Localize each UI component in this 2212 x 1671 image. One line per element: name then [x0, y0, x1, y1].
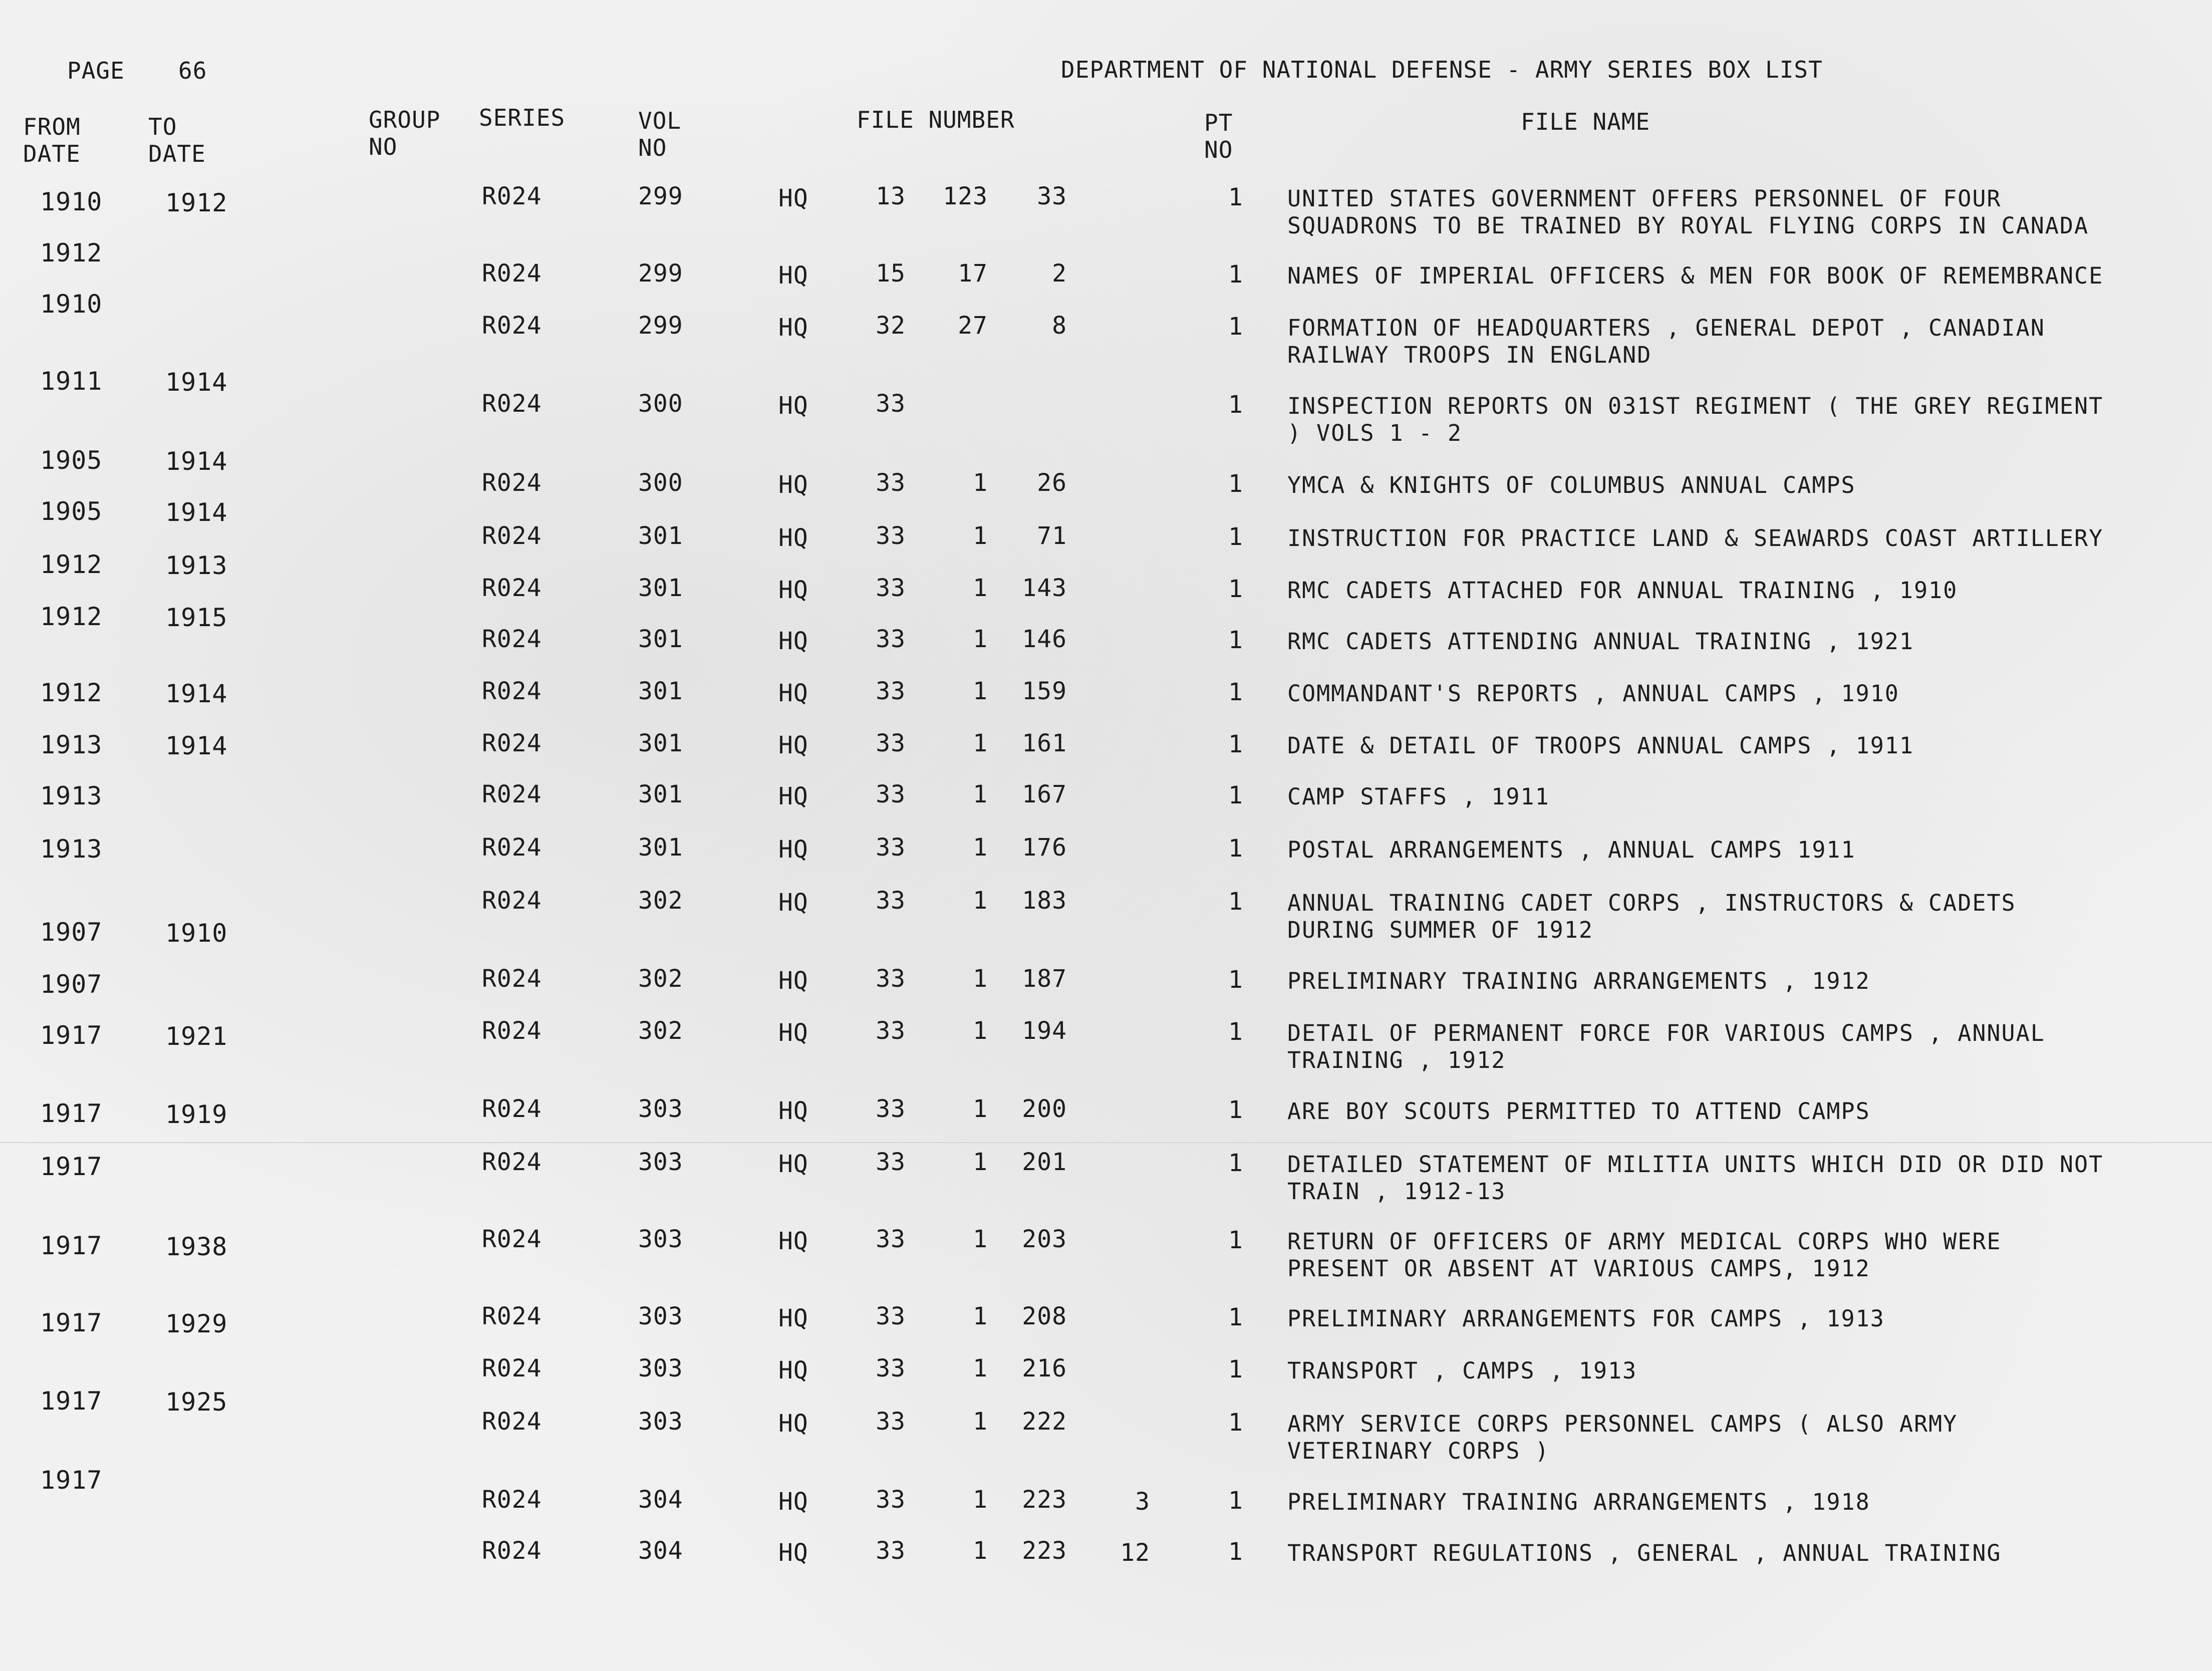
file-name-cell: FORMATION OF HEADQUARTERS , GENERAL DEPOT , CANADIAN RAILWAY TROOPS IN ENGLAND: [1287, 315, 2045, 368]
series-cell: R024: [482, 625, 542, 653]
pt-no-cell: 1: [1228, 1538, 1243, 1566]
file-number-part-1: 33: [876, 1095, 906, 1123]
page-number: 66: [178, 57, 207, 84]
file-name-cell: POSTAL ARRANGEMENTS , ANNUAL CAMPS 1911: [1287, 837, 1856, 863]
from-date: 1913: [40, 781, 103, 810]
file-number-part-3: 183: [1022, 887, 1067, 915]
file-name-cell: DATE & DETAIL OF TROOPS ANNUAL CAMPS , 1911: [1287, 732, 1914, 759]
from-date: 1917: [40, 1021, 103, 1050]
vol-cell: 301: [638, 780, 683, 808]
pt-no-cell: 1: [1228, 626, 1243, 654]
vol-cell: 303: [638, 1225, 683, 1253]
vol-cell: 303: [638, 1148, 683, 1176]
file-number-part-2: 1: [973, 1537, 988, 1565]
file-number-part-3: 216: [1022, 1354, 1067, 1382]
pt-no-cell: 1: [1228, 678, 1243, 706]
to-date: 1929: [165, 1309, 228, 1338]
file-number-part-1: 32: [876, 312, 906, 340]
from-date: 1917: [40, 1308, 103, 1337]
file-number-part-2: 1: [973, 677, 988, 705]
pt-no-cell: 1: [1228, 313, 1243, 341]
file-number-part-1: 33: [876, 780, 906, 808]
file-number-part-2: 1: [973, 965, 988, 993]
col-from-date: FROM DATE: [23, 113, 81, 167]
office-cell: HQ: [778, 576, 808, 604]
vol-cell: 299: [638, 182, 683, 210]
from-date: 1907: [40, 970, 103, 999]
file-name-cell: ARMY SERVICE CORPS PERSONNEL CAMPS ( ALSO ARMY VETERINARY CORPS ): [1287, 1411, 1958, 1464]
col-file-number: FILE NUMBER: [857, 106, 1015, 133]
office-cell: HQ: [778, 1019, 808, 1047]
office-cell: HQ: [778, 782, 808, 810]
file-number-part-1: 33: [876, 574, 906, 602]
pt-no-cell: 1: [1228, 391, 1243, 419]
series-cell: R024: [482, 1148, 542, 1176]
file-number-part-4: 3: [1135, 1488, 1150, 1516]
series-cell: R024: [482, 1354, 542, 1382]
from-date: 1917: [40, 1099, 103, 1128]
to-date: 1914: [165, 368, 228, 397]
series-cell: R024: [482, 1017, 542, 1045]
file-number-part-1: 33: [876, 677, 906, 705]
file-number-part-3: 33: [1037, 182, 1067, 210]
to-date: 1919: [165, 1100, 228, 1129]
file-number-part-2: 1: [973, 1225, 988, 1253]
file-number-part-2: 1: [973, 1017, 988, 1045]
from-date: 1910: [40, 290, 103, 319]
series-cell: R024: [482, 780, 542, 808]
file-number-part-1: 13: [876, 182, 906, 210]
from-date: 1905: [40, 446, 103, 475]
pt-no-cell: 1: [1228, 1355, 1243, 1383]
file-number-part-1: 33: [876, 1148, 906, 1176]
col-vol-no: VOL NO: [638, 107, 682, 161]
office-cell: HQ: [778, 314, 808, 342]
series-cell: R024: [482, 469, 542, 497]
file-number-part-1: 33: [876, 1302, 906, 1330]
file-number-part-3: 8: [1052, 312, 1067, 340]
file-number-part-3: 2: [1052, 259, 1067, 288]
to-date: 1914: [165, 498, 228, 527]
office-cell: HQ: [778, 392, 808, 420]
file-name-cell: CAMP STAFFS , 1911: [1287, 783, 1550, 810]
vol-cell: 301: [638, 625, 683, 653]
pt-no-cell: 1: [1228, 1487, 1243, 1515]
file-name-cell: INSTRUCTION FOR PRACTICE LAND & SEAWARDS COAST ARTILLERY: [1287, 525, 2104, 551]
vol-cell: 301: [638, 729, 683, 757]
vol-cell: 301: [638, 677, 683, 705]
file-number-part-4: 12: [1120, 1539, 1150, 1567]
file-number-part-3: 223: [1022, 1486, 1067, 1514]
file-number-part-3: 146: [1022, 625, 1067, 653]
file-number-part-2: 27: [958, 312, 988, 340]
file-number-part-2: 1: [973, 1408, 988, 1436]
file-name-cell: PRELIMINARY ARRANGEMENTS FOR CAMPS , 1913: [1287, 1305, 1885, 1332]
file-name-cell: INSPECTION REPORTS ON 031ST REGIMENT ( THE GREY REGIMENT ) VOLS 1 - 2: [1287, 393, 2104, 446]
pt-no-cell: 1: [1228, 1303, 1243, 1331]
to-date: 1914: [165, 447, 228, 476]
file-number-part-2: 1: [973, 574, 988, 602]
to-date: 1912: [165, 188, 228, 217]
from-date: 1917: [40, 1231, 103, 1260]
file-number-part-3: 187: [1022, 965, 1067, 993]
file-number-part-3: 194: [1022, 1017, 1067, 1045]
office-cell: HQ: [778, 889, 808, 917]
series-cell: R024: [482, 1537, 542, 1565]
pt-no-cell: 1: [1228, 183, 1243, 211]
to-date: 1914: [165, 731, 228, 760]
vol-cell: 304: [638, 1486, 683, 1514]
pt-no-cell: 1: [1228, 730, 1243, 758]
from-date: 1917: [40, 1466, 103, 1495]
file-number-part-3: 200: [1022, 1095, 1067, 1123]
page-title: DEPARTMENT OF NATIONAL DEFENSE - ARMY SERIES BOX LIST: [1061, 56, 1823, 83]
pt-no-cell: 1: [1228, 966, 1243, 994]
series-cell: R024: [482, 522, 542, 550]
file-name-cell: TRANSPORT REGULATIONS , GENERAL , ANNUAL TRAINING: [1287, 1540, 2002, 1566]
file-number-part-2: 1: [973, 522, 988, 550]
file-number-part-2: 1: [973, 833, 988, 862]
vol-cell: 302: [638, 965, 683, 993]
file-name-cell: RMC CADETS ATTACHED FOR ANNUAL TRAINING , 1910: [1287, 577, 1958, 604]
vol-cell: 299: [638, 259, 683, 288]
pt-no-cell: 1: [1228, 523, 1243, 551]
vol-cell: 301: [638, 574, 683, 602]
office-cell: HQ: [778, 679, 808, 707]
office-cell: HQ: [778, 967, 808, 995]
file-number-part-3: 222: [1022, 1408, 1067, 1436]
pt-no-cell: 1: [1228, 470, 1243, 498]
pt-no-cell: 1: [1228, 834, 1243, 863]
file-number-part-1: 33: [876, 965, 906, 993]
office-cell: HQ: [778, 471, 808, 499]
file-name-cell: RMC CADETS ATTENDING ANNUAL TRAINING , 1921: [1287, 628, 1914, 655]
office-cell: HQ: [778, 1410, 808, 1438]
file-number-part-3: 201: [1022, 1148, 1067, 1176]
pt-no-cell: 1: [1228, 1226, 1243, 1254]
vol-cell: 303: [638, 1095, 683, 1123]
file-number-part-2: 1: [973, 1148, 988, 1176]
col-pt-no: PT NO: [1204, 109, 1233, 163]
series-cell: R024: [482, 1302, 542, 1330]
page-label: PAGE: [67, 57, 125, 84]
file-number-part-2: 1: [973, 887, 988, 915]
from-date: 1917: [40, 1152, 103, 1181]
pt-no-cell: 1: [1228, 575, 1243, 603]
file-number-part-3: 71: [1037, 522, 1067, 550]
vol-cell: 303: [638, 1302, 683, 1330]
office-cell: HQ: [778, 1488, 808, 1516]
to-date: 1921: [165, 1022, 228, 1051]
vol-cell: 301: [638, 833, 683, 862]
vol-cell: 303: [638, 1354, 683, 1382]
file-number-part-3: 167: [1022, 780, 1067, 808]
vol-cell: 302: [638, 887, 683, 915]
office-cell: HQ: [778, 1097, 808, 1125]
series-cell: R024: [482, 1225, 542, 1253]
file-number-part-2: 1: [973, 1302, 988, 1330]
to-date: 1913: [165, 551, 228, 580]
col-file-name: FILE NAME: [1521, 108, 1650, 135]
file-number-part-2: 123: [943, 182, 988, 210]
office-cell: HQ: [778, 1356, 808, 1384]
pt-no-cell: 1: [1228, 1018, 1243, 1046]
to-date: 1910: [165, 919, 228, 948]
file-number-part-2: 1: [973, 780, 988, 808]
file-number-part-3: 159: [1022, 677, 1067, 705]
col-to-date: TO DATE: [148, 113, 206, 167]
office-cell: HQ: [778, 627, 808, 655]
from-date: 1912: [40, 238, 103, 267]
file-name-cell: DETAIL OF PERMANENT FORCE FOR VARIOUS CAMPS , ANNUAL TRAINING , 1912: [1287, 1020, 2045, 1073]
pt-no-cell: 1: [1228, 1149, 1243, 1177]
file-number-part-1: 33: [876, 1408, 906, 1436]
file-number-part-3: 26: [1037, 469, 1067, 497]
office-cell: HQ: [778, 261, 808, 290]
office-cell: HQ: [778, 1150, 808, 1178]
file-number-part-1: 33: [876, 390, 906, 418]
file-number-part-1: 33: [876, 1017, 906, 1045]
office-cell: HQ: [778, 184, 808, 212]
file-number-part-2: 1: [973, 1486, 988, 1514]
file-number-part-1: 33: [876, 729, 906, 757]
file-number-part-2: 1: [973, 1354, 988, 1382]
series-cell: R024: [482, 1408, 542, 1436]
vol-cell: 303: [638, 1408, 683, 1436]
file-number-part-3: 143: [1022, 574, 1067, 602]
pt-no-cell: 1: [1228, 888, 1243, 916]
file-number-part-2: 1: [973, 625, 988, 653]
file-number-part-1: 33: [876, 1537, 906, 1565]
file-number-part-1: 33: [876, 469, 906, 497]
series-cell: R024: [482, 833, 542, 862]
to-date: 1914: [165, 679, 228, 708]
file-name-cell: PRELIMINARY TRAINING ARRANGEMENTS , 1912: [1287, 968, 1870, 994]
file-number-part-1: 33: [876, 833, 906, 862]
series-cell: R024: [482, 887, 542, 915]
file-number-part-2: 1: [973, 1095, 988, 1123]
file-name-cell: UNITED STATES GOVERNMENT OFFERS PERSONNEL OF FOUR SQUADRONS TO BE TRAINED BY ROYAL FLYING CORPS IN CANADA: [1287, 185, 2089, 239]
file-number-part-3: 208: [1022, 1302, 1067, 1330]
file-number-part-1: 33: [876, 1225, 906, 1253]
office-cell: HQ: [778, 524, 808, 552]
file-number-part-1: 33: [876, 625, 906, 653]
from-date: 1905: [40, 497, 103, 526]
from-date: 1911: [40, 367, 103, 396]
file-name-cell: PRELIMINARY TRAINING ARRANGEMENTS , 1918: [1287, 1489, 1870, 1515]
file-name-cell: YMCA & KNIGHTS OF COLUMBUS ANNUAL CAMPS: [1287, 472, 1856, 498]
pt-no-cell: 1: [1228, 1409, 1243, 1437]
file-name-cell: ARE BOY SCOUTS PERMITTED TO ATTEND CAMPS: [1287, 1098, 1870, 1125]
series-cell: R024: [482, 1095, 542, 1123]
to-date: 1938: [165, 1232, 228, 1261]
vol-cell: 302: [638, 1017, 683, 1045]
office-cell: HQ: [778, 836, 808, 864]
series-cell: R024: [482, 677, 542, 705]
from-date: 1912: [40, 678, 103, 707]
col-group-no: GROUP NO: [369, 106, 441, 160]
file-number-part-1: 33: [876, 522, 906, 550]
file-name-cell: DETAILED STATEMENT OF MILITIA UNITS WHICH DID OR DID NOT TRAIN , 1912-13: [1287, 1151, 2104, 1205]
series-cell: R024: [482, 965, 542, 993]
fold-line: [0, 1142, 2212, 1143]
vol-cell: 304: [638, 1537, 683, 1565]
vol-cell: 301: [638, 522, 683, 550]
pt-no-cell: 1: [1228, 781, 1243, 809]
file-number-part-2: 1: [973, 469, 988, 497]
vol-cell: 299: [638, 312, 683, 340]
file-name-cell: TRANSPORT , CAMPS , 1913: [1287, 1357, 1637, 1384]
series-cell: R024: [482, 312, 542, 340]
from-date: 1912: [40, 550, 103, 579]
to-date: 1915: [165, 603, 228, 632]
series-cell: R024: [482, 182, 542, 210]
series-cell: R024: [482, 259, 542, 288]
from-date: 1913: [40, 730, 103, 759]
file-number-part-2: 1: [973, 729, 988, 757]
office-cell: HQ: [778, 1304, 808, 1332]
series-cell: R024: [482, 574, 542, 602]
file-number-part-1: 33: [876, 887, 906, 915]
series-cell: R024: [482, 390, 542, 418]
col-series: SERIES: [479, 104, 566, 131]
to-date: 1925: [165, 1387, 228, 1417]
pt-no-cell: 1: [1228, 260, 1243, 289]
from-date: 1913: [40, 834, 103, 864]
file-name-cell: RETURN OF OFFICERS OF ARMY MEDICAL CORPS WHO WERE PRESENT OR ABSENT AT VARIOUS CAMPS, 1912: [1287, 1228, 2002, 1282]
file-name-cell: ANNUAL TRAINING CADET CORPS , INSTRUCTORS & CADETS DURING SUMMER OF 1912: [1287, 890, 2016, 943]
from-date: 1912: [40, 602, 103, 631]
series-cell: R024: [482, 1486, 542, 1514]
office-cell: HQ: [778, 731, 808, 759]
file-name-cell: NAMES OF IMPERIAL OFFICERS & MEN FOR BOOK OF REMEMBRANCE: [1287, 262, 2104, 289]
file-name-cell: COMMANDANT'S REPORTS , ANNUAL CAMPS , 1910: [1287, 680, 1899, 707]
vol-cell: 300: [638, 469, 683, 497]
file-number-part-3: 176: [1022, 833, 1067, 862]
file-number-part-1: 15: [876, 259, 906, 288]
file-number-part-3: 203: [1022, 1225, 1067, 1253]
office-cell: HQ: [778, 1539, 808, 1567]
vol-cell: 300: [638, 390, 683, 418]
file-number-part-3: 161: [1022, 729, 1067, 757]
office-cell: HQ: [778, 1227, 808, 1255]
from-date: 1917: [40, 1386, 103, 1416]
from-date: 1907: [40, 918, 103, 947]
file-number-part-1: 33: [876, 1486, 906, 1514]
series-cell: R024: [482, 729, 542, 757]
from-date: 1910: [40, 187, 103, 216]
pt-no-cell: 1: [1228, 1096, 1243, 1124]
file-number-part-3: 223: [1022, 1537, 1067, 1565]
file-number-part-2: 17: [958, 259, 988, 288]
file-number-part-1: 33: [876, 1354, 906, 1382]
